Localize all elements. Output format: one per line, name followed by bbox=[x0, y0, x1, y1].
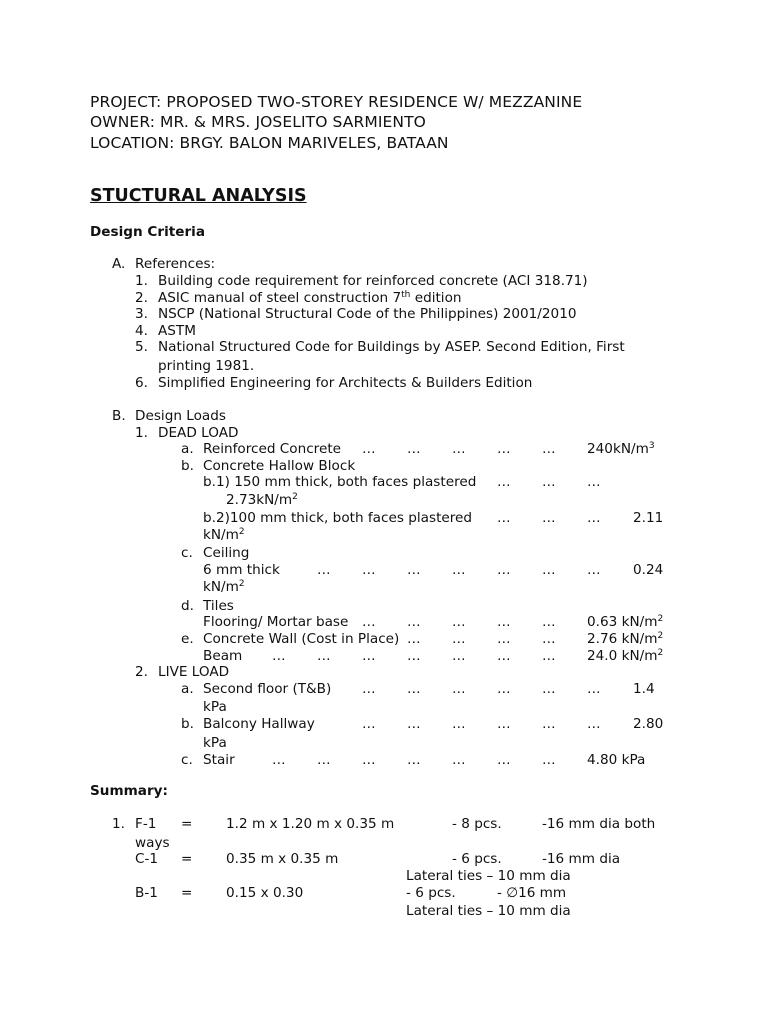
load-unit: kPa bbox=[203, 735, 227, 751]
list-number: 2. bbox=[135, 664, 148, 680]
value-text: 240kN/m bbox=[587, 441, 649, 457]
load-label: Ceiling bbox=[203, 545, 250, 561]
leader-dots: … bbox=[407, 716, 421, 732]
member-code: F-1 bbox=[135, 816, 157, 832]
leader-dots: … bbox=[452, 614, 466, 630]
list-number: 2. bbox=[135, 290, 148, 306]
list-number: 5. bbox=[135, 339, 148, 355]
reference-item: NSCP (National Structural Code of the Philippines) 2001/2010 bbox=[158, 306, 577, 322]
list-letter: a. bbox=[181, 441, 194, 457]
leader-dots: … bbox=[497, 474, 511, 490]
reference-item-continued: printing 1981. bbox=[158, 358, 255, 374]
leader-dots: … bbox=[587, 510, 601, 526]
page-title: STUCTURAL ANALYSIS bbox=[90, 186, 307, 206]
reference-text: edition bbox=[410, 290, 462, 306]
list-letter: b. bbox=[181, 716, 194, 732]
project-line: PROJECT: PROPOSED TWO-STOREY RESIDENCE W/ MEZZANINE bbox=[90, 93, 583, 111]
leader-dots: … bbox=[272, 752, 286, 768]
member-bars-continued: ways bbox=[135, 835, 170, 851]
list-number: 4. bbox=[135, 323, 148, 339]
load-value bbox=[587, 630, 663, 648]
leader-dots: … bbox=[542, 716, 556, 732]
list-number: 1. bbox=[112, 816, 125, 832]
load-label: Second floor (T&B) bbox=[203, 681, 332, 697]
superscript: 3 bbox=[648, 441, 655, 451]
unit-text: kN/m bbox=[203, 579, 239, 595]
load-unit: kPa bbox=[203, 699, 227, 715]
leader-dots: … bbox=[452, 648, 466, 664]
load-value bbox=[587, 647, 663, 665]
leader-dots: … bbox=[497, 648, 511, 664]
summary-heading: Summary: bbox=[90, 783, 168, 799]
leader-dots: … bbox=[362, 648, 376, 664]
member-dimensions: 1.2 m x 1.20 m x 0.35 m bbox=[226, 816, 395, 832]
leader-dots: … bbox=[497, 681, 511, 697]
load-value: 2.11 bbox=[633, 510, 664, 526]
leader-dots: … bbox=[362, 752, 376, 768]
member-bars: -16 mm dia bbox=[542, 851, 621, 867]
list-letter: c. bbox=[181, 545, 193, 561]
leader-dots: … bbox=[542, 648, 556, 664]
leader-dots: … bbox=[542, 562, 556, 578]
leader-dots: … bbox=[497, 441, 511, 457]
superscript: 2 bbox=[292, 492, 298, 502]
leader-dots: … bbox=[362, 441, 376, 457]
list-number: 3. bbox=[135, 306, 148, 322]
load-label: Stair bbox=[203, 752, 235, 768]
load-sub-label: b.2)100 mm thick, both faces plastered bbox=[203, 510, 473, 526]
member-bars: - ∅16 mm bbox=[497, 885, 567, 901]
reference-item: Simplified Engineering for Architects & Builders Edition bbox=[158, 375, 533, 391]
reference-item: Building code requirement for reinforced concrete (ACI 318.71) bbox=[158, 273, 588, 289]
load-unit bbox=[203, 578, 245, 596]
reference-text: ASIC manual of steel construction 7 bbox=[158, 290, 402, 306]
load-value: 2.80 bbox=[633, 716, 664, 732]
list-letter: e. bbox=[181, 631, 194, 647]
value-text: 2.76 kN/m bbox=[587, 631, 658, 647]
dead-load-label: DEAD LOAD bbox=[158, 425, 239, 441]
leader-dots: … bbox=[587, 716, 601, 732]
load-sub-label: 6 mm thick bbox=[203, 562, 280, 578]
load-value: 1.4 bbox=[633, 681, 655, 697]
location-line: LOCATION: BRGY. BALON MARIVELES, BATAAN bbox=[90, 134, 449, 152]
list-marker: B. bbox=[112, 408, 126, 424]
equals-sign: = bbox=[181, 851, 193, 867]
member-bars: -16 mm dia both bbox=[542, 816, 656, 832]
equals-sign: = bbox=[181, 885, 193, 901]
list-letter: a. bbox=[181, 681, 194, 697]
load-label: Balcony Hallway bbox=[203, 716, 315, 732]
owner-line: OWNER: MR. & MRS. JOSELITO SARMIENTO bbox=[90, 113, 426, 131]
member-code: C-1 bbox=[135, 851, 159, 867]
leader-dots: … bbox=[317, 752, 331, 768]
superscript: 2 bbox=[657, 614, 664, 624]
leader-dots: … bbox=[362, 716, 376, 732]
equals-sign: = bbox=[181, 816, 193, 832]
superscript: 2 bbox=[238, 527, 245, 537]
leader-dots: … bbox=[362, 614, 376, 630]
reference-item: ASTM bbox=[158, 323, 196, 339]
list-letter: c. bbox=[181, 752, 193, 768]
lateral-ties: Lateral ties – 10 mm dia bbox=[406, 868, 571, 884]
member-pieces: - 6 pcs. bbox=[406, 885, 456, 901]
leader-dots: … bbox=[452, 562, 466, 578]
leader-dots: … bbox=[497, 752, 511, 768]
section-heading: Design Criteria bbox=[90, 224, 205, 240]
reference-item: National Structured Code for Buildings by ASEP. Second Edition, First bbox=[158, 339, 625, 355]
load-sub-label: Flooring/ Mortar base bbox=[203, 614, 349, 630]
load-value bbox=[226, 491, 298, 509]
value-text: 24.0 kN/m bbox=[587, 648, 658, 664]
leader-dots: … bbox=[452, 716, 466, 732]
leader-dots: … bbox=[497, 562, 511, 578]
load-value: 4.80 kPa bbox=[587, 752, 646, 768]
list-letter: d. bbox=[181, 598, 194, 614]
leader-dots: … bbox=[407, 681, 421, 697]
load-value: 0.24 bbox=[633, 562, 664, 578]
leader-dots: … bbox=[272, 648, 286, 664]
load-label: Beam bbox=[203, 648, 243, 664]
load-label: Tiles bbox=[203, 598, 234, 614]
leader-dots: … bbox=[497, 614, 511, 630]
leader-dots: … bbox=[407, 752, 421, 768]
load-label: Reinforced Concrete bbox=[203, 441, 342, 457]
unit-text: kN/m bbox=[203, 527, 239, 543]
leader-dots: … bbox=[542, 474, 556, 490]
leader-dots: … bbox=[407, 441, 421, 457]
leader-dots: … bbox=[362, 681, 376, 697]
leader-dots: … bbox=[407, 562, 421, 578]
leader-dots: … bbox=[542, 681, 556, 697]
load-value bbox=[587, 613, 663, 631]
leader-dots: … bbox=[587, 562, 601, 578]
lateral-ties: Lateral ties – 10 mm dia bbox=[406, 903, 571, 919]
leader-dots: … bbox=[497, 716, 511, 732]
references-label: References: bbox=[135, 256, 216, 272]
load-label: Concrete Wall (Cost in Place) bbox=[203, 631, 400, 647]
leader-dots: … bbox=[452, 752, 466, 768]
load-value bbox=[587, 440, 655, 458]
leader-dots: … bbox=[497, 631, 511, 647]
value-text: 0.63 kN/m bbox=[587, 614, 658, 630]
leader-dots: … bbox=[452, 631, 466, 647]
member-dimensions: 0.15 x 0.30 bbox=[226, 885, 304, 901]
member-pieces: - 6 pcs. bbox=[452, 851, 502, 867]
list-number: 1. bbox=[135, 425, 148, 441]
value-text: 2.73kN/m bbox=[226, 492, 293, 508]
leader-dots: … bbox=[317, 562, 331, 578]
load-label: Concrete Hallow Block bbox=[203, 458, 356, 474]
leader-dots: … bbox=[542, 614, 556, 630]
member-code: B-1 bbox=[135, 885, 158, 901]
member-pieces: - 8 pcs. bbox=[452, 816, 502, 832]
leader-dots: … bbox=[452, 441, 466, 457]
leader-dots: … bbox=[542, 752, 556, 768]
leader-dots: … bbox=[362, 562, 376, 578]
load-unit bbox=[203, 526, 245, 544]
list-marker: A. bbox=[112, 256, 126, 272]
superscript: th bbox=[401, 290, 411, 300]
list-number: 6. bbox=[135, 375, 148, 391]
list-letter: b. bbox=[181, 458, 194, 474]
list-number: 1. bbox=[135, 273, 148, 289]
leader-dots: … bbox=[407, 631, 421, 647]
leader-dots: … bbox=[587, 681, 601, 697]
live-load-label: LIVE LOAD bbox=[158, 664, 230, 680]
leader-dots: … bbox=[317, 648, 331, 664]
design-loads-label: Design Loads bbox=[135, 408, 226, 424]
load-sub-label: b.1) 150 mm thick, both faces plastered bbox=[203, 474, 477, 490]
leader-dots: … bbox=[542, 631, 556, 647]
leader-dots: … bbox=[542, 510, 556, 526]
leader-dots: … bbox=[407, 648, 421, 664]
leader-dots: … bbox=[407, 614, 421, 630]
superscript: 2 bbox=[238, 579, 245, 589]
superscript: 2 bbox=[657, 631, 664, 641]
leader-dots: … bbox=[452, 681, 466, 697]
leader-dots: … bbox=[542, 441, 556, 457]
leader-dots: … bbox=[497, 510, 511, 526]
superscript: 2 bbox=[657, 648, 664, 658]
leader-dots: … bbox=[587, 474, 601, 490]
member-dimensions: 0.35 m x 0.35 m bbox=[226, 851, 339, 867]
